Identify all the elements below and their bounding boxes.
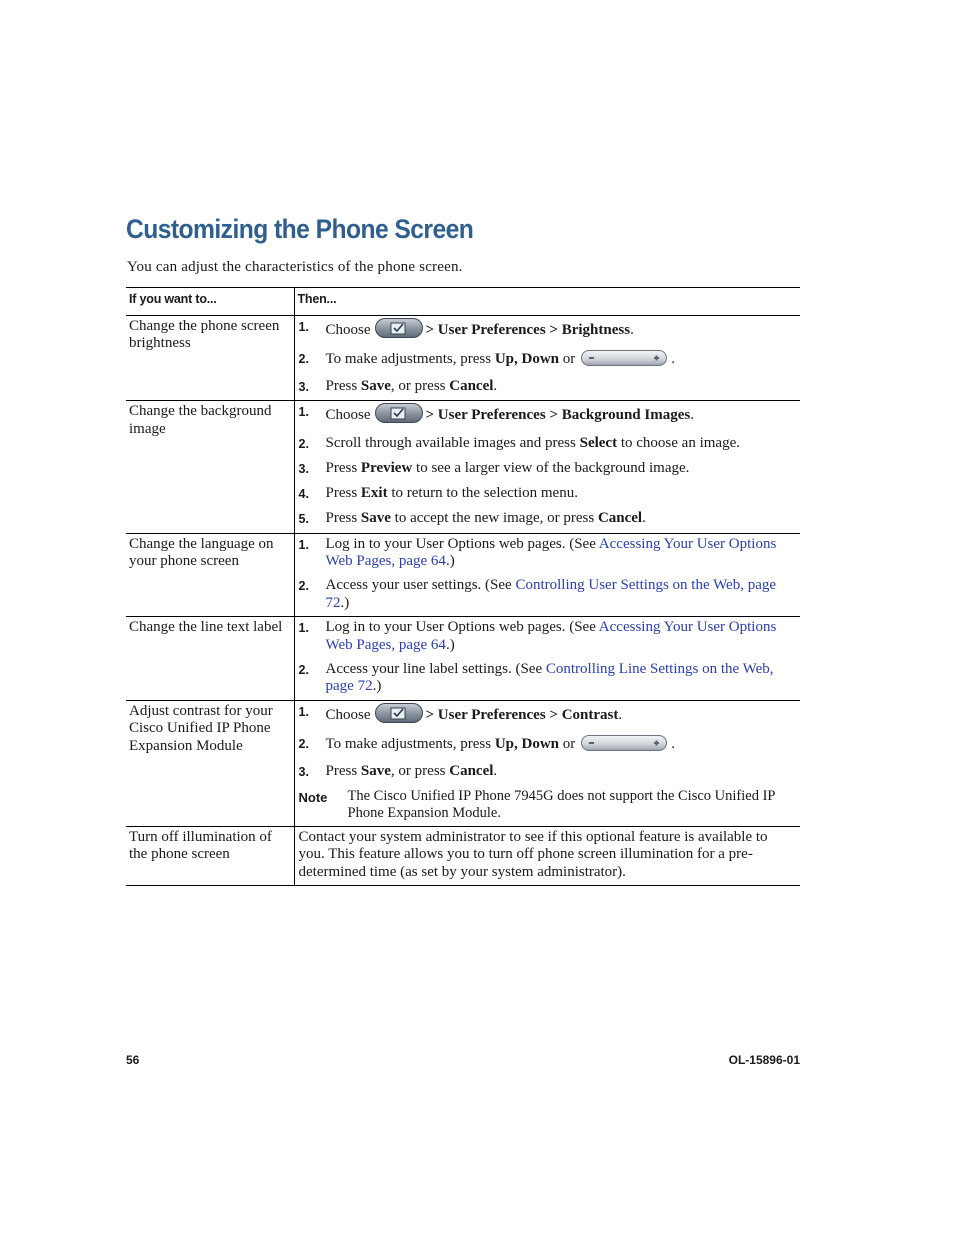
step-keyword: Cancel xyxy=(597,510,643,526)
table-row xyxy=(126,533,800,617)
step-keyword: Save xyxy=(360,377,391,394)
step-text-part: . xyxy=(630,321,634,338)
step-keyword: Save xyxy=(360,510,391,526)
step-text xyxy=(326,619,797,654)
step-text-part: Choose xyxy=(325,321,371,338)
step-text-part: , or press xyxy=(390,762,450,779)
table-header-row xyxy=(126,288,800,316)
note-block xyxy=(299,788,797,822)
table-row xyxy=(126,826,800,886)
step-text xyxy=(326,485,797,504)
step-item xyxy=(299,318,797,344)
step-text-part: Log in to your User Options web pages. (See xyxy=(325,619,599,635)
step-number: 5. xyxy=(298,512,309,526)
step-item xyxy=(299,485,797,504)
task-cell: Change the phone screen brightness xyxy=(126,315,294,401)
step-number: 1. xyxy=(298,319,309,334)
step-text-part: to choose an image. xyxy=(617,435,740,451)
step-keyword: > User Preferences > Contrast xyxy=(425,706,619,723)
page-title: Customizing the Phone Screen xyxy=(126,214,474,244)
step-text xyxy=(326,378,797,397)
step-text-part: . xyxy=(493,377,498,394)
step-number: 1. xyxy=(298,537,309,552)
step-number: 3. xyxy=(298,379,309,394)
cross-reference-link[interactable]: Accessing Your User Options Web Pages, page 64 xyxy=(325,535,777,569)
step-text-part: Log in to your User Options web pages. (See xyxy=(325,535,599,552)
table-row xyxy=(126,315,800,401)
action-cell xyxy=(294,617,800,701)
step-text-part: Access your user settings. (See xyxy=(325,577,516,593)
step-text-part: , or press xyxy=(390,377,450,394)
action-cell xyxy=(294,315,800,401)
step-item xyxy=(299,510,797,529)
task-cell: Change the language on your phone screen xyxy=(126,533,294,617)
step-keyword: Save xyxy=(360,762,391,779)
action-cell xyxy=(294,700,800,826)
action-text: Contact your system administrator to see if this optional feature is available to you. This feature allows you to turn off phone screen illumination for a pre-determined time (as set by your system administrator). xyxy=(298,828,768,880)
step-keyword: Cancel xyxy=(449,762,494,779)
intro-text: You can adjust the characteristics of the phone screen. xyxy=(127,259,463,275)
step-text-part: Choose xyxy=(325,407,371,423)
step-number: 2. xyxy=(298,437,309,451)
step-item xyxy=(299,703,797,729)
step-keyword: Select xyxy=(579,435,618,451)
step-item xyxy=(299,460,797,479)
step-keyword: Exit xyxy=(360,485,388,501)
step-text xyxy=(326,661,797,696)
step-text-part: Choose xyxy=(325,706,371,723)
step-keyword: > User Preferences > Background Images xyxy=(425,407,691,423)
table-body xyxy=(126,315,800,886)
task-cell: Turn off illumination of the phone screen xyxy=(126,826,294,886)
note-text: The Cisco Unified IP Phone 7945G does not support the Cisco Unified IP Phone Expansion Module. xyxy=(347,787,775,821)
action-cell xyxy=(294,533,800,617)
cross-reference-link[interactable]: Controlling User Settings on the Web, page 72 xyxy=(325,577,777,611)
settings-button-icon xyxy=(375,703,423,729)
step-number: 2. xyxy=(298,351,309,366)
step-number: 1. xyxy=(298,405,309,419)
cross-reference-link[interactable]: Accessing Your User Options Web Pages, page 64 xyxy=(325,619,777,653)
page-number: 56 xyxy=(126,1053,140,1067)
step-text-part: To make adjustments, press xyxy=(325,350,495,367)
navigation-bar-icon xyxy=(581,735,667,757)
step-item xyxy=(299,735,797,757)
step-text-part: .) xyxy=(340,594,350,611)
step-keyword: Up, Down xyxy=(494,350,560,367)
document-id: OL-15896-01 xyxy=(728,1053,800,1067)
step-text-part: . xyxy=(618,706,623,723)
step-text xyxy=(326,577,797,612)
step-text-part: . xyxy=(493,762,498,779)
step-text-part: .) xyxy=(445,636,455,653)
step-number: 2. xyxy=(298,579,309,593)
step-number: 2. xyxy=(298,662,309,677)
settings-button-icon xyxy=(375,403,423,429)
step-item xyxy=(299,403,797,429)
cross-reference-link[interactable]: Controlling Line Settings on the Web, page 72 xyxy=(325,660,774,694)
task-cell: Change the line text label xyxy=(126,617,294,701)
step-text-part: to see a larger view of the background image. xyxy=(412,460,690,476)
step-text xyxy=(326,703,797,729)
action-cell xyxy=(294,401,800,534)
step-text xyxy=(326,435,797,454)
step-text-part: Access your line label settings. (See xyxy=(325,660,546,677)
step-text xyxy=(326,460,797,479)
note-label: Note xyxy=(298,789,328,805)
step-item xyxy=(299,661,797,696)
step-text-part: or xyxy=(559,735,576,752)
table-row xyxy=(126,617,800,701)
step-text-part: or xyxy=(559,350,576,367)
step-text xyxy=(326,318,797,344)
step-text xyxy=(326,763,797,782)
step-text-part: Press xyxy=(325,377,361,394)
step-item xyxy=(299,619,797,654)
table-row xyxy=(126,700,800,826)
table-row xyxy=(126,401,800,534)
instructions-table xyxy=(126,287,800,886)
action-cell xyxy=(294,826,800,886)
step-text-part: to return to the selection menu. xyxy=(387,485,578,501)
step-number: 3. xyxy=(298,462,309,476)
step-text-part: . xyxy=(690,407,694,423)
step-text-part: Press xyxy=(325,762,361,779)
step-text-part: .) xyxy=(445,553,455,569)
step-text-part: Press xyxy=(325,510,361,526)
settings-button-icon xyxy=(375,318,423,344)
task-cell: Adjust contrast for your Cisco Unified IP Phone Expansion Module xyxy=(126,700,294,826)
step-item xyxy=(299,536,797,571)
step-text xyxy=(326,403,797,429)
step-text-part: Press xyxy=(325,460,361,476)
step-number: 3. xyxy=(298,764,309,779)
step-text xyxy=(326,536,797,571)
column-header-action: Then... xyxy=(294,288,800,316)
step-text-part: . xyxy=(671,735,676,752)
navigation-bar-icon xyxy=(581,350,667,372)
column-header-task: If you want to... xyxy=(126,288,294,316)
step-text-part: . xyxy=(671,350,676,367)
step-item xyxy=(299,763,797,782)
step-keyword: Preview xyxy=(360,460,413,476)
step-text-part: Press xyxy=(325,485,361,501)
step-keyword: Up, Down xyxy=(494,735,560,752)
step-text-part: .) xyxy=(372,678,382,694)
step-text xyxy=(326,735,797,757)
step-number: 1. xyxy=(298,621,309,635)
step-text-part: To make adjustments, press xyxy=(325,735,495,752)
step-text xyxy=(326,350,797,372)
step-keyword: Cancel xyxy=(449,377,494,394)
step-item xyxy=(299,435,797,454)
step-text-part: . xyxy=(642,510,646,526)
step-text-part: to accept the new image, or press xyxy=(390,510,598,526)
step-item xyxy=(299,577,797,612)
task-cell: Change the background image xyxy=(126,401,294,534)
step-keyword: > User Preferences > Brightness xyxy=(425,321,631,338)
step-number: 4. xyxy=(298,487,309,501)
step-text xyxy=(326,510,797,529)
step-item xyxy=(299,378,797,397)
step-text-part: Scroll through available images and press xyxy=(325,435,580,451)
step-item xyxy=(299,350,797,372)
step-number: 2. xyxy=(298,736,309,751)
step-number: 1. xyxy=(298,704,309,719)
